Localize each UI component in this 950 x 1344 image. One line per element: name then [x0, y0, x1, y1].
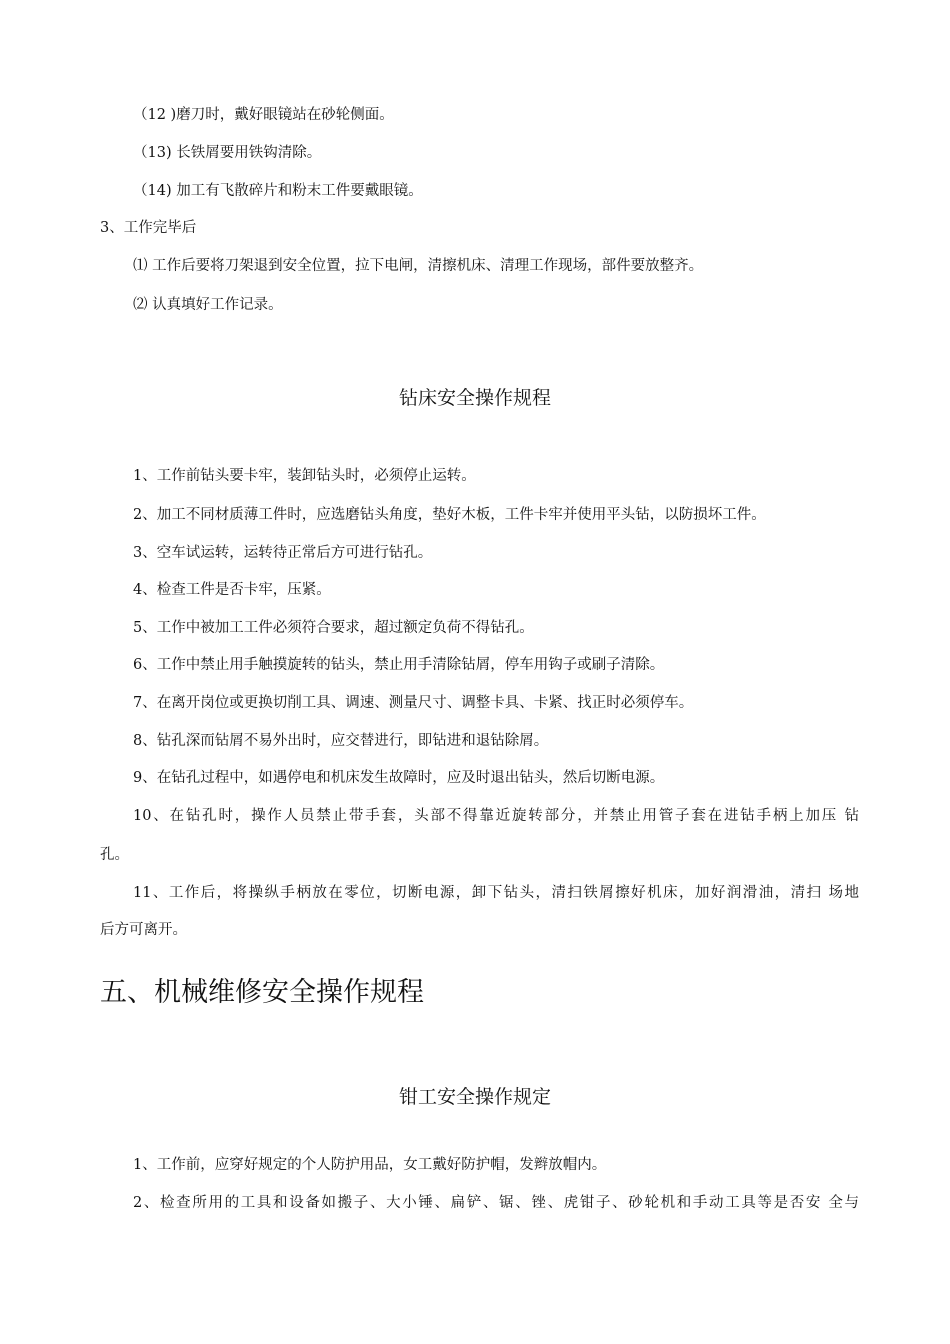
list-item: 1、工作前钻头要卡牢，装卸钻头时，必须停止运转。 [133, 468, 476, 484]
list-item: 9、在钻孔过程中，如遇停电和机床发生故障时，应及时退出钻头，然后切断电源。 [133, 770, 665, 786]
list-item: 5、工作中被加工工件必须符合要求，超过额定负荷不得钻孔。 [133, 620, 534, 636]
list-item-continuation: 后方可离开。 [100, 922, 187, 938]
list-item: ⑵ 认真填好工作记录。 [133, 297, 283, 313]
list-item: 6、工作中禁止用手触摸旋转的钻头，禁止用手清除钻屑，停车用钩子或刷子清除。 [133, 657, 665, 673]
section-title-fitter: 钳工安全操作规定 [398, 1086, 551, 1108]
list-item: （12 )磨刀时，戴好眼镜站在砂轮侧面。 [133, 107, 394, 123]
list-item: 4、检查工件是否卡牢，压紧。 [133, 582, 331, 598]
section-title-drill: 钻床安全操作规程 [398, 387, 551, 409]
list-item: ⑴ 工作后要将刀架退到安全位置，拉下电闸，清擦机床、清理工作现场，部件要放整齐。 [133, 258, 704, 274]
chapter-title: 五、机械维修安全操作规程 [100, 977, 424, 1008]
list-item: （14) 加工有飞散碎片和粉末工件要戴眼镜。 [133, 183, 423, 199]
list-item: 1、工作前，应穿好规定的个人防护用品，女工戴好防护帽，发辫放帽内。 [133, 1157, 607, 1173]
list-item-continuation: 孔。 [100, 847, 129, 863]
list-item: 2、加工不同材质薄工件时，应选磨钻头角度，垫好木板，工件卡牢并使用平头钻，以防损坏工件。 [133, 507, 766, 523]
list-item: （13) 长铁屑要用铁钩清除。 [133, 145, 322, 161]
list-item: 11、工作后，将操纵手柄放在零位，切断电源，卸下钻头，清扫铁屑擦好机床，加好润滑油，清扫 场地 [133, 885, 859, 901]
list-item: 2、检查所用的工具和设备如搬子、大小锤、扁铲、锯、锉、虎钳子、砂轮机和手动工具等是否安 全与 [133, 1195, 859, 1211]
section-heading: 3、工作完毕后 [100, 220, 197, 236]
list-item: 3、空车试运转，运转待正常后方可进行钻孔。 [133, 545, 433, 561]
list-item: 10、在钻孔时，操作人员禁止带手套，头部不得靠近旋转部分，并禁止用管子套在进钻手柄上加压 钻 [133, 808, 859, 824]
list-item: 7、在离开岗位或更换切削工具、调速、测量尺寸、调整卡具、卡紧、找正时必须停车。 [133, 695, 694, 711]
list-item: 8、钻孔深而钻屑不易外出时，应交替进行，即钻进和退钻除屑。 [133, 733, 549, 749]
